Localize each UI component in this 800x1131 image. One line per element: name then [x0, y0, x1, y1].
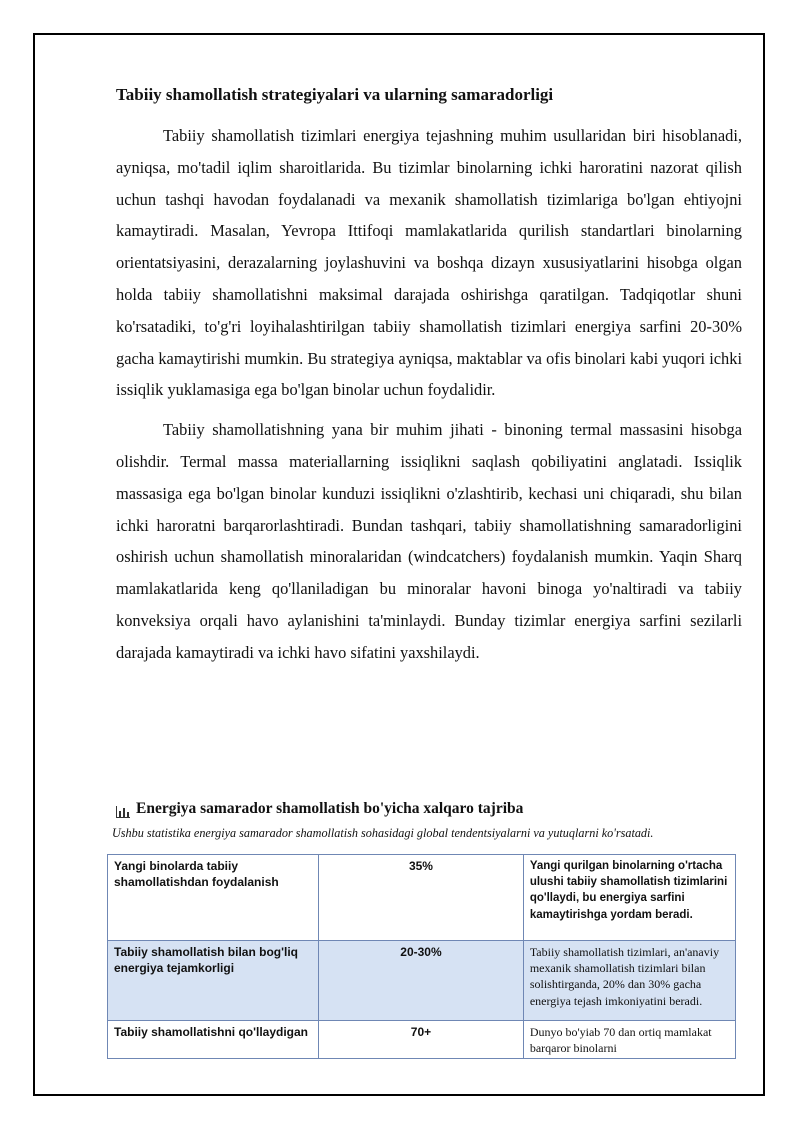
row-label: Yangi binolarda tabiiy shamollatishdan foydalanish	[108, 855, 319, 941]
row-value: 35%	[319, 855, 524, 941]
section-caption: Ushbu statistika energiya samarador shamollatish sohasidagi global tendentsiyalarni va yutuqlarni ko'rsatadi.	[112, 826, 654, 840]
section-title	[116, 798, 742, 820]
row-label: Tabiiy shamollatish bilan bog'liq energiya tejamkorligi	[108, 941, 319, 1021]
paragraph-2: Tabiiy shamollatishning yana bir muhim jihati - binoning termal massasini hisobga olishdir. Termal massa materiallarning issiqlikni saqlash qobiliyatini anglatadi. Issiqlik massasiga ega bo'lgan binolar kunduzi issiqlikni o'zlashtirib, kechasi uni chiqaradi, shu bilan ichki haroratni barqarorlashtiradi. Bundan tashqari, tabiiy shamollatishning samaradorligini oshirish uchun shamollatish minoralaridan (windcatchers) foydalanish mumkin. Yaqin Sharq mamlakatlarida keng qo'llaniladigan bu minoralar havoni binoga yo'naltiradi va tabiiy konveksiya orqali havo aylanishini ta'minlaydi. Bunday tizimlar energiya sarfini sezilarli darajada kamaytiradi va ichki havo sifatini yaxshilaydi.	[116, 420, 742, 662]
table-row	[108, 941, 736, 1021]
row-description: Tabiiy shamollatish tizimlari, an'anaviy mexanik shamollatish tizimlari bilan solishtirganda, 20% dan 30% gacha energiya tejash imkoniyatini beradi.	[523, 941, 735, 1021]
row-label: Tabiiy shamollatishni qo'llaydigan	[108, 1021, 319, 1059]
statistics-section	[112, 798, 742, 842]
row-description: Dunyo bo'yiab 70 dan ortiq mamlakat barqaror binolarni	[523, 1021, 735, 1059]
document-body	[116, 84, 742, 677]
row-value: 70+	[319, 1021, 524, 1059]
bar-chart-icon	[116, 803, 130, 815]
row-value: 20-30%	[319, 941, 524, 1021]
section-title-text: Energiya samarador shamollatish bo'yicha xalqaro tajriba	[136, 800, 524, 817]
table-row	[108, 855, 736, 941]
paragraph-1: Tabiiy shamollatish tizimlari energiya tejashning muhim usullaridan biri hisoblanadi, ayniqsa, mo'tadil iqlim sharoitlarida. Bu tizimlar binolarning ichki haroratini nazorat qilish uchun tashqi havodan foydalanadi va mexanik shamollatish tizimlariga bo'lgan ehtiyojni kamaytiradi. Masalan, Yevropa Ittifoqi mamlakatlarida qurilish standartlari binolarning orientatsiyasini, derazalarning joylashuvini va boshqa dizayn xususiyatlarini hisobga olgan holda tabiiy shamollatishni maksimal darajada oshirishga qaratilgan. Tadqiqotlar shuni ko'rsatadiki, to'g'ri loyihalashtirilgan tabiiy shamollatish tizimlari energiya sarfini 20-30% gacha kamaytirishi mumkin. Bu strategiya ayniqsa, maktablar va ofis binolari kabi yuqori ichki issiqlik yuklamasiga ega bo'lgan binolar uchun foydalidir.	[116, 126, 742, 400]
row-description: Yangi qurilgan binolarning o'rtacha ulushi tabiiy shamollatish tizimlarini qo'llaydi, bu energiya sarfini kamaytirishga yordam beradi.	[523, 855, 735, 941]
statistics-table	[107, 854, 736, 1059]
document-heading: Tabiiy shamollatish strategiyalari va ularning samaradorligi	[116, 85, 554, 104]
table-row	[108, 1021, 736, 1059]
